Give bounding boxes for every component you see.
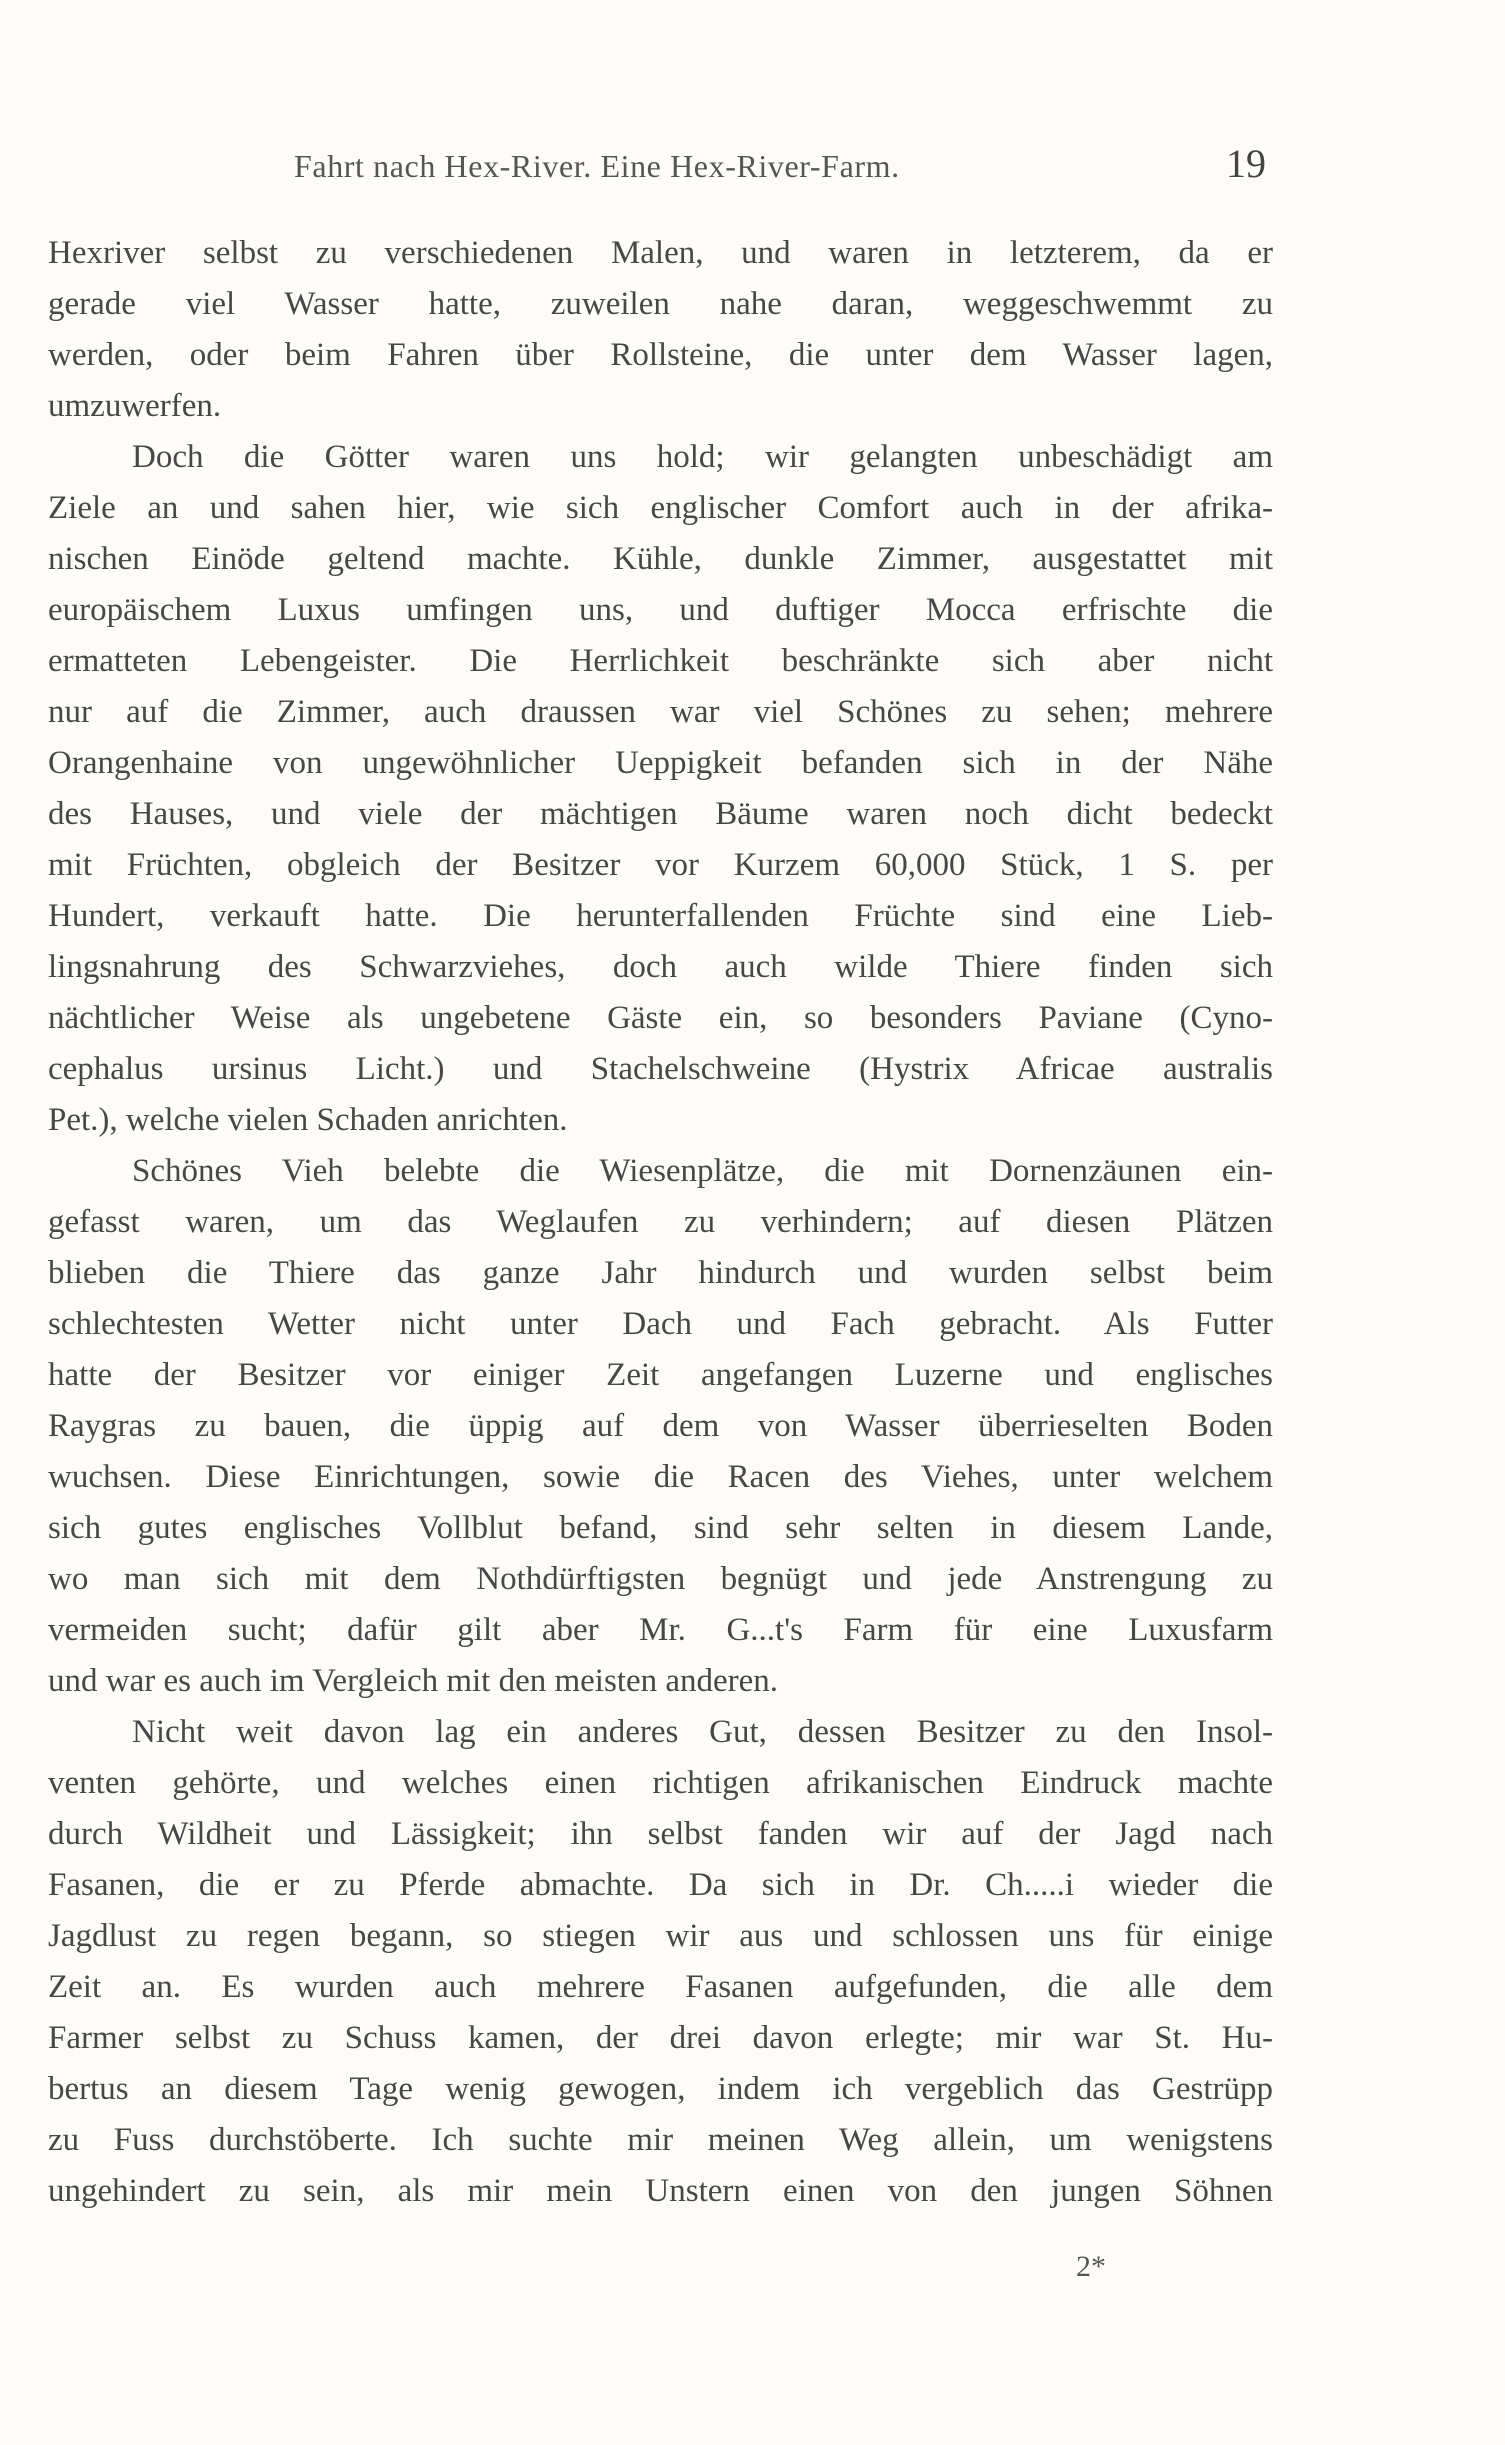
text-line: Hundert, verkauft hatte. Die herunterfallenden Früchte sind eine Lieb- — [48, 898, 1273, 934]
page-number: 19 — [1226, 141, 1266, 186]
signature-mark: 2* — [1076, 2250, 1106, 2283]
text-line: wuchsen. Diese Einrichtungen, sowie die Racen des Viehes, unter welchem — [48, 1459, 1273, 1495]
text-line: nischen Einöde geltend machte. Kühle, dunkle Zimmer, ausgestattet mit — [48, 541, 1273, 577]
text-line: gerade viel Wasser hatte, zuweilen nahe daran, weggeschwemmt zu — [48, 286, 1273, 322]
text-line: und war es auch im Vergleich mit den meisten anderen. — [48, 1663, 779, 1699]
text-line: gefasst waren, um das Weglaufen zu verhindern; auf diesen Plätzen — [48, 1204, 1273, 1240]
text-line: nächtlicher Weise als ungebetene Gäste ein, so besonders Paviane (Cyno- — [48, 1000, 1273, 1036]
text-line: mit Früchten, obgleich der Besitzer vor Kurzem 60,000 Stück, 1 S. per — [48, 847, 1273, 883]
text-line: wo man sich mit dem Nothdürftigsten begnügt und jede Anstrengung zu — [48, 1561, 1273, 1597]
text-line: Hexriver selbst zu verschiedenen Malen, und waren in letzterem, da er — [48, 235, 1273, 271]
text-line: hatte der Besitzer vor einiger Zeit angefangen Luzerne und englisches — [48, 1357, 1273, 1393]
text-line: Farmer selbst zu Schuss kamen, der drei davon erlegte; mir war St. Hu- — [48, 2020, 1273, 2056]
text-line: umzuwerfen. — [48, 388, 222, 424]
text-line: venten gehörte, und welches einen richtigen afrikanischen Eindruck machte — [48, 1765, 1273, 1801]
text-line: Orangenhaine von ungewöhnlicher Ueppigkeit befanden sich in der Nähe — [48, 745, 1273, 781]
text-line: Schönes Vieh belebte die Wiesenplätze, die mit Dornenzäunen ein- — [132, 1153, 1273, 1189]
text-line: sich gutes englisches Vollblut befand, sind sehr selten in diesem Lande, — [48, 1510, 1273, 1546]
text-line: durch Wildheit und Lässigkeit; ihn selbst fanden wir auf der Jagd nach — [48, 1816, 1273, 1852]
text-line: Nicht weit davon lag ein anderes Gut, dessen Besitzer zu den Insol- — [132, 1714, 1273, 1750]
text-line: Fasanen, die er zu Pferde abmachte. Da sich in Dr. Ch.....i wieder die — [48, 1867, 1273, 1903]
text-line: zu Fuss durchstöberte. Ich suchte mir meinen Weg allein, um wenigstens — [48, 2122, 1273, 2158]
text-line: ungehindert zu sein, als mir mein Unstern einen von den jungen Söhnen — [48, 2173, 1273, 2209]
text-line: Raygras zu bauen, die üppig auf dem von Wasser überrieselten Boden — [48, 1408, 1273, 1444]
text-line: europäischem Luxus umfingen uns, und duftiger Mocca erfrischte die — [48, 592, 1273, 628]
text-line: nur auf die Zimmer, auch draussen war viel Schönes zu sehen; mehrere — [48, 694, 1273, 730]
text-line: Doch die Götter waren uns hold; wir gelangten unbeschädigt am — [132, 439, 1273, 475]
text-line: lingsnahrung des Schwarzviehes, doch auch wilde Thiere finden sich — [48, 949, 1273, 985]
text-line: cephalus ursinus Licht.) und Stachelschweine (Hystrix Africae australis — [48, 1051, 1273, 1087]
running-title: Fahrt nach Hex-River. Eine Hex-River-Farm. — [294, 148, 900, 184]
text-line: Ziele an und sahen hier, wie sich englischer Comfort auch in der afrika- — [48, 490, 1273, 526]
text-line: blieben die Thiere das ganze Jahr hindurch und wurden selbst beim — [48, 1255, 1273, 1291]
text-line: vermeiden sucht; dafür gilt aber Mr. G...t's Farm für eine Luxusfarm — [48, 1612, 1273, 1648]
text-line: werden, oder beim Fahren über Rollsteine, die unter dem Wasser lagen, — [48, 337, 1273, 373]
text-line: Pet.), welche vielen Schaden anrichten. — [48, 1102, 568, 1138]
text-line: schlechtesten Wetter nicht unter Dach und Fach gebracht. Als Futter — [48, 1306, 1273, 1342]
text-line: des Hauses, und viele der mächtigen Bäume waren noch dicht bedeckt — [48, 796, 1273, 832]
text-line: bertus an diesem Tage wenig gewogen, indem ich vergeblich das Gestrüpp — [48, 2071, 1273, 2107]
text-line: Zeit an. Es wurden auch mehrere Fasanen aufgefunden, die alle dem — [48, 1969, 1273, 2005]
text-line: Jagdlust zu regen begann, so stiegen wir aus und schlossen uns für einige — [48, 1918, 1273, 1954]
text-line: ermatteten Lebengeister. Die Herrlichkeit beschränkte sich aber nicht — [48, 643, 1273, 679]
